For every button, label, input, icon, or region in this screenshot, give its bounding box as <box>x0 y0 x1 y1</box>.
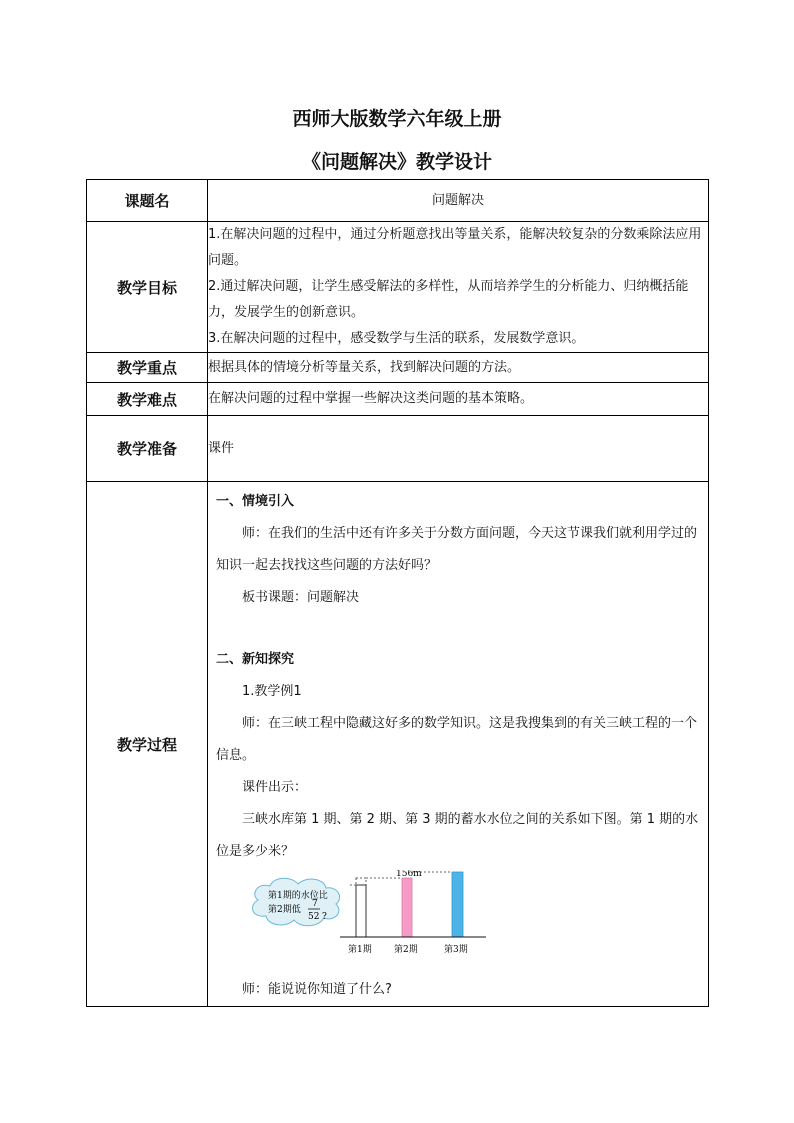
bar-label-2: 第2期 <box>394 945 418 955</box>
fraction-denominator: 52 <box>308 912 320 922</box>
paragraph: 师：在三峡工程中隐藏这好多的数学知识。这是我搜集到的有关三峡工程的一个信息。 <box>216 716 698 763</box>
value-topic: 问题解决 <box>208 180 709 222</box>
label-goals: 教学目标 <box>87 222 208 353</box>
paragraph: 板书课题：问题解决 <box>242 590 360 605</box>
paragraph: 三峡水库第 1 期、第 2 期、第 3 期的蓄水水位之间的关系如下图。第 1 期的水位是多少米？ <box>216 812 699 859</box>
spacer <box>216 614 700 644</box>
subheading: 1.教学例1 <box>242 684 302 699</box>
row-topic <box>87 180 709 222</box>
water-level-figure <box>244 870 504 970</box>
row-process <box>87 482 709 1007</box>
document-subtitle: 《问题解决》教学设计 <box>301 151 492 173</box>
water-level-diagram <box>244 870 504 970</box>
value-preparation: 课件 <box>208 416 709 482</box>
goal-item: 2.通过解决问题，让学生感受解法的多样性，从而培养学生的分析能力、归纳概括能力，发展学生的创新意识。 <box>208 279 689 320</box>
bar-label-3: 第3期 <box>444 945 468 955</box>
question-mark: ? <box>322 912 327 922</box>
section-heading: 一、情境引入 <box>216 494 295 509</box>
top-value-label: 156m <box>396 870 422 879</box>
section-heading: 二、新知探究 <box>216 652 295 667</box>
goal-item: 3.在解决问题的过程中，感受数学与生活的联系，发展数学意识。 <box>208 331 585 346</box>
value-process <box>208 482 709 1007</box>
row-preparation <box>87 416 709 482</box>
lesson-plan-table <box>86 179 709 1007</box>
cloud-text-line2: 第2期低 <box>268 905 301 915</box>
paragraph: 师：能说说你知道了什么? <box>242 982 392 997</box>
value-key-point: 根据具体的情境分析等量关系，找到解决问题的方法。 <box>208 353 709 383</box>
document-title: 西师大版数学六年级上册 <box>292 108 502 130</box>
row-difficulty <box>87 383 709 416</box>
bar-label-1: 第1期 <box>348 945 372 955</box>
goal-item: 1.在解决问题的过程中，通过分析题意找出等量关系，能解决较复杂的分数乘除法应用问题。 <box>208 227 702 268</box>
bar-2 <box>402 878 412 937</box>
label-key-point: 教学重点 <box>87 353 208 383</box>
bar-1 <box>356 885 366 937</box>
label-process: 教学过程 <box>87 482 208 1007</box>
bar-1-gap <box>356 878 366 885</box>
bar-3 <box>452 872 463 937</box>
fraction-numerator: 7 <box>312 899 318 909</box>
paragraph: 课件出示： <box>242 780 308 795</box>
label-preparation: 教学准备 <box>87 416 208 482</box>
label-topic: 课题名 <box>87 180 208 222</box>
value-difficulty: 在解决问题的过程中掌握一些解决这类问题的基本策略。 <box>208 383 709 416</box>
row-key-point <box>87 353 709 383</box>
label-difficulty: 教学难点 <box>87 383 208 416</box>
value-goals <box>208 222 709 353</box>
paragraph: 师：在我们的生活中还有许多关于分数方面问题，今天这节课我们就利用学过的知识一起去找找这些问题的方法好吗？ <box>216 526 698 573</box>
row-goals <box>87 222 709 353</box>
cloud-text-line1: 第1期的水位比 <box>268 891 328 901</box>
